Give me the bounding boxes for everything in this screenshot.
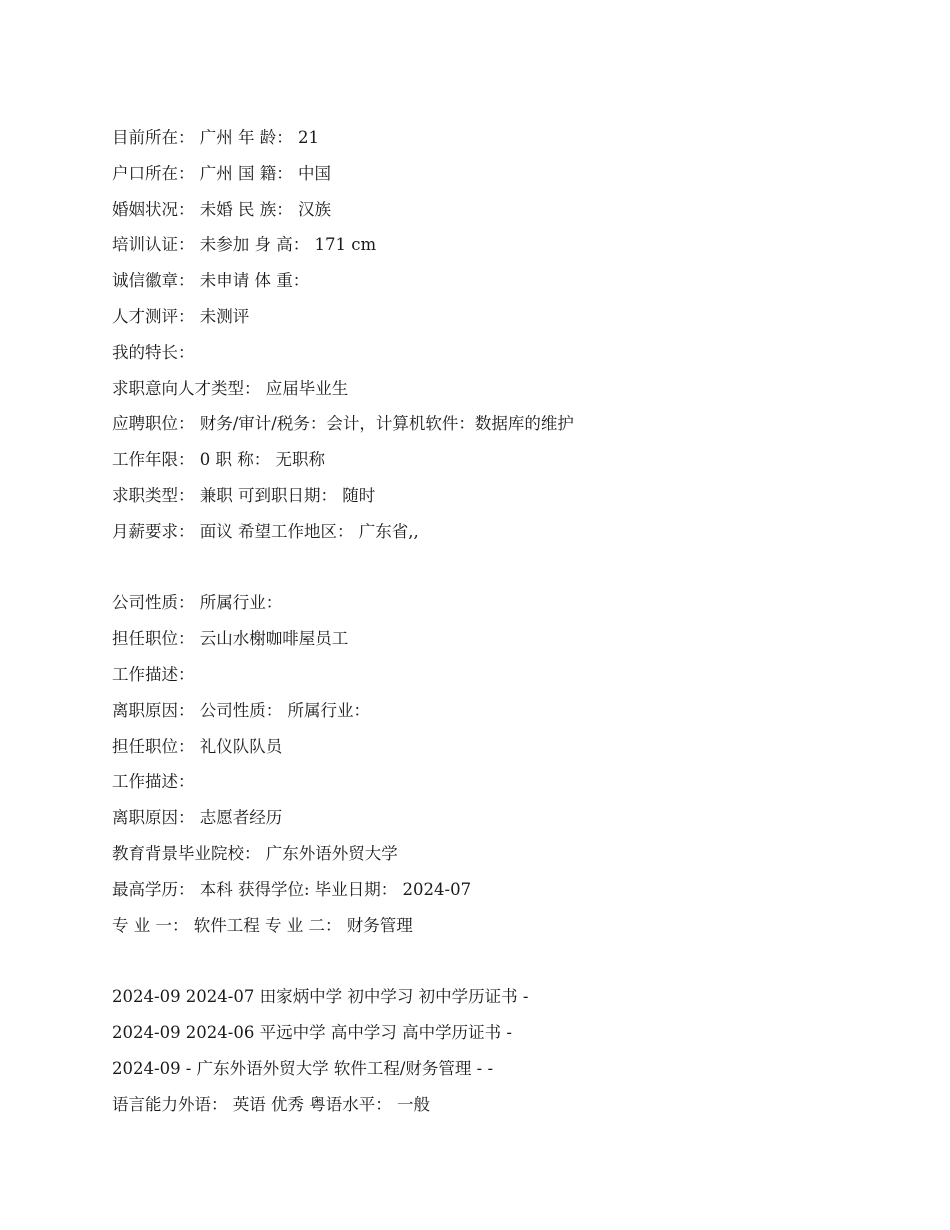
highest-degree-line: 最高学历： 本科 获得学位: 毕业日期： 2024-07 (112, 879, 472, 899)
current-location-age-line: 目前所在： 广州 年 龄： 21 (112, 128, 319, 147)
position-etiquette-line: 担任职位： 礼仪队队员 (112, 736, 283, 756)
job-intention-type-line: 求职意向人才类型： 应届毕业生 (112, 378, 349, 398)
leave-reason-volunteer-line: 离职原因： 志愿者经历 (112, 808, 283, 828)
leave-reason-company-line: 离职原因： 公司性质： 所属行业： (112, 700, 370, 720)
resume-document (112, 120, 892, 1122)
work-years-title-line: 工作年限： 0 职 称： 无职称 (112, 450, 325, 470)
job-description-line-2: 工作描述： (112, 772, 195, 792)
position-cafe-line: 担任职位： 云山水榭咖啡屋员工 (112, 629, 349, 649)
education-history-row: 2024-09 2024-06 平远中学 高中学习 高中学历证书 - (112, 1022, 512, 1042)
education-history-row: 2024-09 2024-07 田家炳中学 初中学习 初中学历证书 - (112, 987, 529, 1007)
job-type-availability-line: 求职类型： 兼职 可到职日期： 随时 (112, 485, 376, 505)
education-school-line: 教育背景毕业院校： 广东外语外贸大学 (112, 843, 398, 863)
integrity-weight-line: 诚信徽章： 未申请 体 重： (112, 271, 310, 291)
training-height-line: 培训认证： 未参加 身 高： 171 cm (112, 235, 377, 255)
talent-assessment-line: 人才测评： 未测评 (112, 306, 250, 326)
education-history-row: 2024-09 - 广东外语外贸大学 软件工程/财务管理 - - (112, 1058, 494, 1078)
hukou-nationality-line: 户口所在： 广州 国 籍： 中国 (112, 163, 331, 183)
marital-ethnicity-line: 婚姻状况： 未婚 民 族： 汉族 (112, 199, 331, 219)
applied-position-line: 应聘职位： 财务/审计/税务：会计，计算机软件：数据库的维护 (112, 414, 574, 434)
salary-region-line: 月薪要求： 面议 希望工作地区： 广东省,, (112, 521, 419, 541)
majors-line: 专 业 一： 软件工程 专 业 二： 财务管理 (112, 915, 413, 935)
language-ability-line: 语言能力外语： 英语 优秀 粤语水平： 一般 (112, 1094, 430, 1114)
section-spacer-2 (112, 943, 892, 979)
job-description-line: 工作描述： (112, 664, 195, 684)
section-spacer (112, 550, 892, 586)
company-nature-industry-line: 公司性质： 所属行业： (112, 593, 283, 613)
specialty-line: 我的特长： (112, 342, 195, 362)
